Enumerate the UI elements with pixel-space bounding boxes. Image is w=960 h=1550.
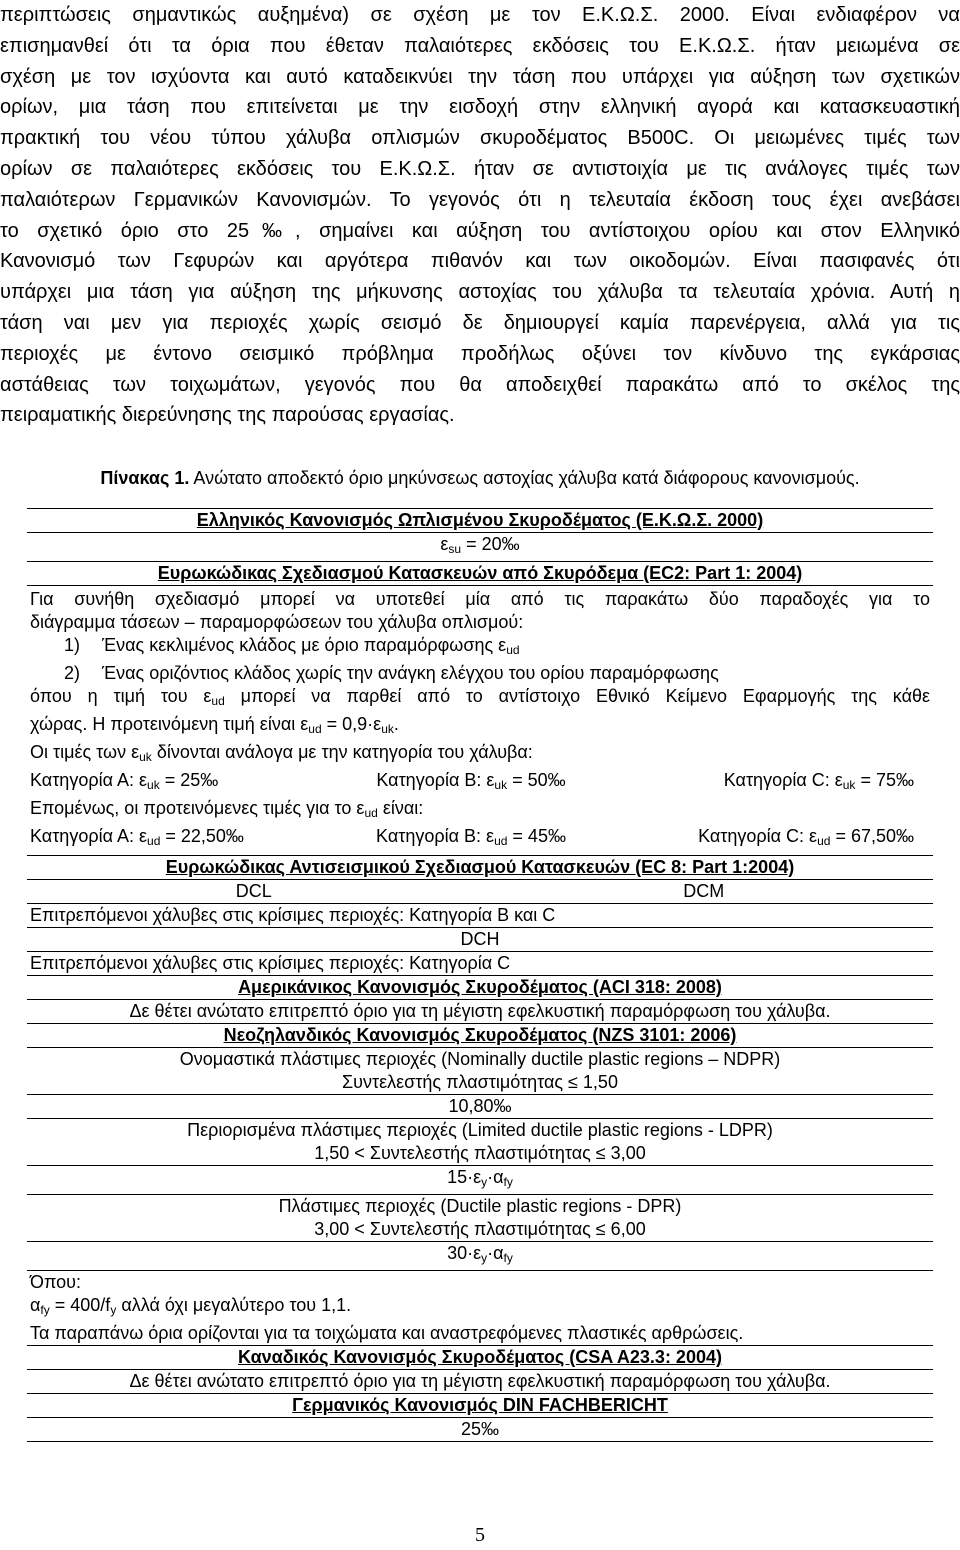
table-caption (0, 466, 960, 490)
nzs-ldpr-value: $15\cdot\varepsilon_y\cdot\alpha_{fy}$ (27, 1166, 933, 1195)
table-row (27, 856, 933, 880)
table-row (27, 1000, 933, 1024)
body-paragraph (0, 0, 960, 431)
aci-title: Αμερικάνικος Κανονισμός Σκυροδέματος (ACI 318: 2008) (27, 976, 933, 1000)
nzs-ndpr-value: 10,80‰ (27, 1095, 933, 1119)
table-row (27, 586, 933, 856)
ec8-allowed-c: Επιτρεπόμενοι χάλυβες στις κρίσιμες περιοχές: Κατηγορία C (27, 952, 933, 976)
body-line: περιοχές με έντονο σεισμικό πρόβλημα προδήλως οξύνει τον κίνδυνο της εγκάρσιας (0, 342, 960, 365)
aci-text: Δε θέτει ανώτατο επιτρεπτό όριο για τη μέγιστη εφελκυστική παραμόρφωση του χάλυβα. (27, 1000, 933, 1024)
body-line: ορίων, μια τάση που επιτείνεται με την εισδοχή στην ελληνική αγορά και κατασκευαστική (0, 96, 960, 119)
table-row (27, 562, 933, 586)
body-line: σχέση με τον ισχύοντα και αυτό καταδεικνύει την τάση που υπάρχει για αύξηση των σχετικών (0, 65, 960, 88)
table-row (27, 1048, 933, 1095)
csa-title: Καναδικός Κανονισμός Σκυροδέματος (CSA A23.3: 2004) (27, 1346, 933, 1370)
nzs-title: Νεοζηλανδικός Κανονισμός Σκυροδέματος (NZS 3101: 2006) (27, 1024, 933, 1048)
nzs-notes: Όπου: $\alpha_{fy} = 400/f_y$ αλλά όχι μεγαλύτερο του 1,1. Τα παραπάνω όρια ορίζονται για τα τοιχώματα και αναστρεφόμενες πλαστικές αρθρώσεις. (27, 1271, 933, 1346)
body-line: πειραματικής διερεύνησης της παρούσας εργασίας. (0, 404, 455, 427)
body-line: περιπτώσεις σημαντικώς αυξημένα) σε σχέση με τον Ε.Κ.Ω.Σ. 2000. Είναι ενδιαφέρον να (0, 4, 960, 26)
table-row (27, 952, 933, 976)
body-line: αστάθειας των τοιχωμάτων, γεγονός που θα αποδειχθεί παρακάτω από το σκέλος της (0, 373, 960, 396)
body-line: το σχετικό όριο στο 25‰, σημαίνει και αύξηση του αντίστοιχου ορίου και στον Ελληνικό (0, 219, 960, 242)
body-line: υπάρχει μια τάση για αύξηση της μήκυνσης αστοχίας του χάλυβα τα τελευταία χρόνια. Αυτή η (0, 281, 960, 304)
table-caption-label: Πίνακας 1. (100, 468, 190, 488)
nzs-dpr-value: $30\cdot\varepsilon_y\cdot\alpha_{fy}$ (27, 1242, 933, 1271)
ec8-dcm: DCM (683, 881, 725, 901)
table-row (27, 928, 933, 952)
table-row (27, 1418, 933, 1442)
din-title: Γερμανικός Κανονισμός DIN FACHBERICHT (27, 1394, 933, 1418)
nzs-ndpr: Ονομαστικά πλάστιμες περιοχές (Nominally ductile plastic regions – NDPR) Συντελεστής πλαστιμότητας ≤ 1,50 (27, 1048, 933, 1095)
table-row (27, 1346, 933, 1370)
table-row (27, 1119, 933, 1166)
ec8-allowed-bc: Επιτρεπόμενοι χάλυβες στις κρίσιμες περιοχές: Κατηγορία Β και C (27, 904, 933, 928)
table-row (27, 509, 933, 533)
page-number: 5 (475, 1524, 485, 1546)
body-line: παλαιότερων Γερμανικών Κανονισμών. Το γεγονός ότι η τελευταία έκδοση τους έχει ανεβάσει (0, 188, 960, 211)
strain-limits-table (27, 508, 933, 1442)
body-line: τάση ναι μεν για περιοχές χωρίς σεισμό δε δημιουργεί καμία παρενέργεια, αλλά για τις (0, 311, 960, 334)
greek-code-title: Ελληνικός Κανονισμός Ωπλισμένου Σκυροδέματος (Ε.Κ.Ω.Σ. 2000) (27, 509, 933, 533)
csa-text: Δε θέτει ανώτατο επιτρεπτό όριο για τη μέγιστη εφελκυστική παραμόρφωση του χάλυβα. (27, 1370, 933, 1394)
table-row (27, 1095, 933, 1119)
table-row (27, 1024, 933, 1048)
body-line: επισημανθεί ότι τα όρια που έθεταν παλαιότερες εκδόσεις του Ε.Κ.Ω.Σ. ήταν μειωμένα σε (0, 34, 960, 57)
table-row (27, 1195, 933, 1242)
ec8-dcl: DCL (235, 881, 272, 901)
table-row (27, 1394, 933, 1418)
din-value: 25‰ (27, 1418, 933, 1442)
nzs-dpr: Πλάστιμες περιοχές (Ductile plastic regions - DPR) 3,00 < Συντελεστής πλαστιμότητας ≤ 6,00 (27, 1195, 933, 1242)
table-row (27, 1166, 933, 1195)
table-row (27, 1242, 933, 1271)
table-row (27, 904, 933, 928)
body-line: Κανονισμό των Γεφυρών και αργότερα πιθανόν και των οικοδομών. Είναι πασιφανές ότι (0, 250, 960, 273)
body-line: ορίων σε παλαιότερες εκδόσεις του Ε.Κ.Ω.Σ. ήταν σε αντιστοιχία με τις ανάλογες τιμές των (0, 157, 960, 180)
table-row (27, 1370, 933, 1394)
body-line: πρακτική του νέου τύπου χάλυβα οπλισμών σκυροδέματος B500C. Οι μειωμένες τιμές των (0, 127, 960, 150)
table-row (27, 533, 933, 562)
greek-code-value: $\varepsilon_{su}$ = 20‰ (27, 533, 933, 562)
ec8-ductility-classes (27, 880, 933, 904)
ec2-title: Ευρωκώδικας Σχεδιασμού Κατασκευών από Σκυρόδεμα (EC2: Part 1: 2004) (27, 562, 933, 586)
nzs-ldpr: Περιορισμένα πλάστιμες περιοχές (Limited ductile plastic regions - LDPR) 1,50 < Συντελεστής πλαστιμότητας ≤ 3,00 (27, 1119, 933, 1166)
table-row (27, 880, 933, 904)
ec8-dch: DCH (27, 928, 933, 952)
table-caption-text: Ανώτατο αποδεκτό όριο μηκύνσεως αστοχίας χάλυβα κατά διάφορους κανονισμούς. (189, 468, 860, 488)
ec2-description: Για συνήθη σχεδιασμό μπορεί να υποτεθεί μία από τις παρακάτω δύο παραδοχές για το διάγραμμα τάσεων – παραμορφώσεων του χάλυβα οπλισμού: 1) Ένας κεκλιμένος κλάδος με όριο παραμόρφωσης $\varepsilon_{ud}$ 2) Ένας οριζόντιος κλάδος χωρίς την ανάγκη ελέγχου του ορίου παραμόρφωσης όπου η τιμή του $\varepsilon_{ud}$ μπορεί να παρθεί από το αντίστοιχο Εθνικό Κείμενο Εφαρμογής της κάθε χώρας. Η προτεινόμενη τιμή είναι $\varepsilon_{ud} = 0,9\cdot\varepsilon_{uk}$. Οι τιμές των $\varepsilon_{uk}$ δίνονται ανάλογα με την κατηγορία του χάλυβα: Κατηγορία Α: $\varepsilon_{uk}$ = 25‰ Κατηγορία Β: $\varepsilon_{uk}$ = 50‰ Κατηγορία C: $\varepsilon_{uk}$ = 75‰ Επομένως, οι προτεινόμενες τιμές για το $\varepsilon_{ud}$ είναι: Κατηγορία Α: $\varepsilon_{ud}$ = 22,50‰ Κατηγορία Β: $\varepsilon_{ud}$ = 45‰ Κατηγορία C: $\varepsilon_{ud}$ = 67,50‰ (27, 586, 933, 856)
table-row (27, 976, 933, 1000)
table-row (27, 1271, 933, 1346)
ec8-title: Ευρωκώδικας Αντισεισμικού Σχεδιασμού Κατασκευών (EC 8: Part 1:2004) (27, 856, 933, 880)
